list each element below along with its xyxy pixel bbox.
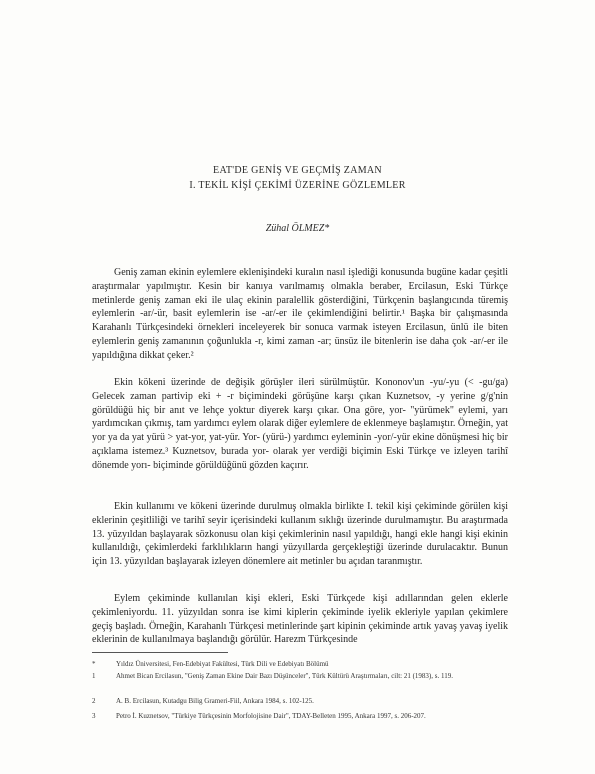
author-name: Zühal ÖLMEZ* xyxy=(265,223,330,234)
footnote-mark: 2 xyxy=(92,697,96,705)
footnote-text: Yıldız Üniversitesi, Fen-Edebiyat Fakültesi, Türk Dili ve Edebiyatı Bölümü xyxy=(116,660,329,668)
article-title-line-2: I. TEKİL KİŞİ ÇEKİMİ ÜZERİNE GÖZLEMLER xyxy=(189,180,406,191)
footnote-text: Petro İ. Kuznetsov, "Türkiye Türkçesinin Morfolojisine Dair", TDAY-Belleten 1995, Ankara 1997, s. 206-207. xyxy=(116,712,426,720)
paragraph-text: Ekin kökeni üzerinde de değişik görüşler ileri sürülmüştür. Kononov'un -yu/-yu (< -gu/ga) Gelecek zaman partivip eki + -r biçimindeki görüşüne karşı çıkan Kuznetsov, -y yerine g/g'nin görüldüğü hiç bir anıt ve lehçe yoktur diyerek karşı çıkar. Ona göre, yor- "yürümek" eylemi, yarı yardımcıkan çıkmış, tam yardımcı eylem olarak diğer eylemlere de eklenmeye başlamıştır. Örneğin, yat yor ya da yat yürü > yat-yor, yat-yür. Yor- (yürü-) yardımcı eyleminin -yor/-yür ekine dönüşmesi hiç bir açıklama istemez.³ Kuznetsov, burada yor- olarak yer verdiği biçimin Eski Türkçe ve izleyen tarihî dönemde yorı- biçiminde görüldüğünü gözden kaçırır. xyxy=(92,377,508,471)
footnote-affiliation xyxy=(92,660,508,669)
footnote-3 xyxy=(92,712,508,721)
footnote-1 xyxy=(92,672,508,681)
footnote-divider xyxy=(92,652,228,653)
footnote-mark: * xyxy=(92,660,96,668)
footnote-text: Ahmet Bican Ercilasun, "Geniş Zaman Ekine Dair Bazı Düşünceler", Türk Kültürü Araştırmaları, cilt: 21 (1983), s. 119. xyxy=(116,672,453,680)
paragraph-1 xyxy=(92,266,508,363)
paragraph-text: Eylem çekiminde kullanılan kişi ekleri, Eski Türkçede kişi adıllarından gelen eklerle çekimleniyordu. 11. yüzyıldan sonra ise kimi kiplerin çekiminde iyelik ekleriyle yapılan çekimlere geçiş başladı. Örneğin, Karahanlı Türkçesi metinlerinde şart kipinin çekiminde artık yavaş yavaş iyelik eklerinin de kullanılmaya başlandığı görülür. Harezm Türkçesinde xyxy=(92,593,508,646)
footnote-2 xyxy=(92,697,508,706)
footnote-mark: 3 xyxy=(92,712,96,720)
footnote-mark: 1 xyxy=(92,672,96,680)
paragraph-3 xyxy=(92,500,508,569)
article-title-line-1: EAT'DE GENİŞ VE GEÇMİŞ ZAMAN xyxy=(213,165,382,176)
paragraph-2 xyxy=(92,376,508,473)
paragraph-text: Ekin kullanımı ve kökeni üzerinde durulmuş olmakla birlikte I. tekil kişi çekiminde görülen kişi eklerinin çeşitliliği ve tarihî seyir içerisindeki kullanım sıklığı üzerinde durulmamıştır. Bu araştırmada 13. yüzyıldan başlayarak sözkonusu olan kişi çekimlerinin nasıl yapıldığı, hangi ekle hangi kişi ekinin kullanıldığı, çekimlerdeki farklılıkların hangi yüzyıllarda gerçekleştiği üzerinde durulacaktır. Bunun için 13. yüzyıldan başlayarak izleyen dönemlere ait metinler bu açıdan taranmıştır. xyxy=(92,501,508,568)
paragraph-4 xyxy=(92,592,508,647)
paragraph-text: Geniş zaman ekinin eylemlere eklenişindeki kuralın nasıl işlediği konusunda bugüne kadar çeşitli araştırmalar yapılmıştır. Kesin bir kanıya varılmamış olmakla beraber, Ercilasun, Eski Türkçe metinlerde geniş zaman eki ile ulaç ekinin paralellik gösterdiğini, Türkçenin başlangıcında türemiş eylemlerin -ar/-ür, basit eylemlerin ise -ar/-er ile çekimlendiğini belirtir.¹ Başka bir çalışmasında Karahanlı Türkçesindeki örnekleri inceleyerek bir sonuca varmak isteyen Ercilasun, ünlü ile biten eylemlerin geniş zamanının çoğunlukla -r, kimi zaman -ar; ünsüz ile bitenlerin ise daha çok -ar/-er ile yapıldığına dikkat çeker.² xyxy=(92,267,508,361)
footnote-text: A. B. Ercilasun, Kutadgu Bilig Grameri-Fiil, Ankara 1984, s. 102-125. xyxy=(116,697,314,705)
